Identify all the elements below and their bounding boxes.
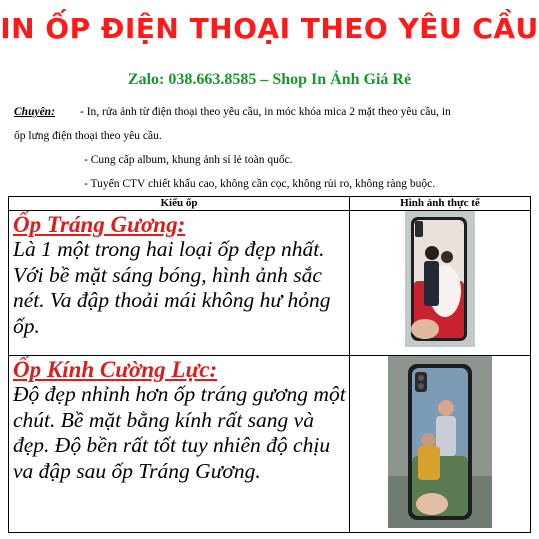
intro-line-1 (14, 100, 529, 124)
mirror-case-photo (405, 211, 475, 347)
intro-line-1a: - In, rửa ảnh từ điện thoại theo yêu cầu, in móc khóa mica 2 mặt theo yêu cầu, in (80, 106, 451, 118)
case-type-table (8, 196, 531, 533)
table-row (9, 356, 531, 533)
case-description: Độ đẹp nhỉnh hơn ốp tráng gương một chút. Bề mặt bằng kính rất sang và đẹp. Độ bền rất tốt tuy nhiên độ chịu va đập sau ốp Tráng Gương. (13, 382, 346, 483)
case-info-cell (9, 356, 350, 533)
page-headline: IN ỐP ĐIỆN THOẠI THEO YÊU CẦU (0, 12, 539, 45)
intro-section (14, 100, 529, 196)
table-row (9, 211, 531, 356)
col-header-photo: Hình ảnh thực tế (350, 197, 531, 211)
intro-line-1b: ốp lưng điện thoại theo yêu cầu. (14, 130, 162, 142)
intro-line-3: - Tuyển CTV chiết khấu cao, không cần cọc, không rủi ro, không ràng buộc. (84, 178, 436, 190)
tempered-glass-case-photo (388, 356, 492, 528)
intro-label: Chuyên: (14, 106, 55, 118)
case-title: Ốp Kính Cường Lực: (13, 357, 218, 382)
case-description: Là 1 một trong hai loại ốp đẹp nhất. Với bề mặt sáng bóng, hình ảnh sắc nét. Va đập thoải mái không hư hỏng ốp. (13, 237, 331, 338)
table-header-row (9, 197, 531, 211)
col-header-type: Kiểu ốp (9, 197, 350, 211)
zalo-contact: Zalo: 038.663.8585 – Shop In Ảnh Giá Rẻ (127, 71, 412, 88)
case-title: Ốp Tráng Gương: (13, 212, 186, 237)
case-photo-cell (350, 356, 531, 533)
intro-line-2: - Cung cấp album, khung ảnh sỉ lẻ toàn quốc. (84, 154, 293, 166)
case-photo-cell (350, 211, 531, 356)
case-info-cell (9, 211, 350, 356)
